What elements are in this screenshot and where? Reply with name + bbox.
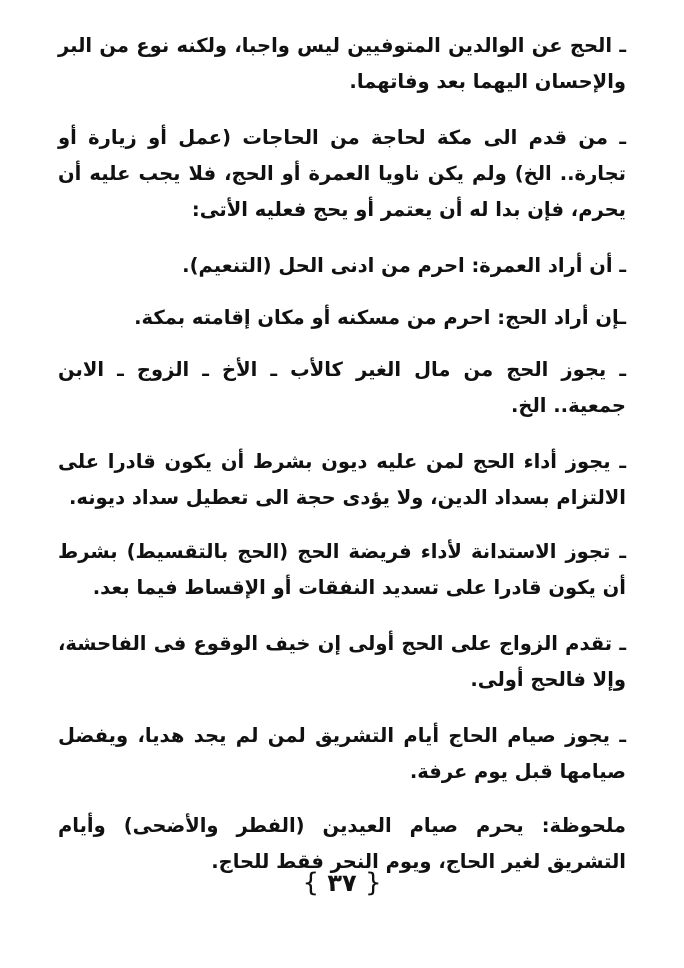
paragraph-hajj-with-debts: ـ يجوز أداء الحج لمن عليه ديون بشرط أن يكون قادرا على الالتزام بسداد الدين، ولا يؤدى حجة الى تعطيل سداد ديونه. <box>58 450 626 509</box>
page-number-value: ٣٧ <box>327 869 357 897</box>
paragraph-umrah-ihram: ـ أن أراد العمرة: احرم من ادنى الحل (التنعيم). <box>182 254 626 277</box>
page-number <box>0 868 684 898</box>
paragraph-hajj-ihram: ـإن أراد الحج: احرم من مسكنه أو مكان إقامته بمكة. <box>134 306 626 329</box>
paragraph-hajj-by-installment: ـ تجوز الاستدانة لأداء فريضة الحج (الحج بالتقسيط) بشرط أن يكون قادرا على تسديد النفقات أو الإقساط فيما بعد. <box>58 540 626 599</box>
brace-open: { <box>365 868 382 898</box>
brace-close: } <box>302 868 319 898</box>
paragraph-marriage-before-hajj: ـ تقدم الزواج على الحج أولى إن خيف الوقوع فى الفاحشة، وإلا فالحج أولى. <box>58 632 626 691</box>
paragraph-arrival-in-mecca: ـ من قدم الى مكة لحاجة من الحاجات (عمل أو زيارة أو تجارة.. الخ) ولم يكن ناويا العمرة أو الحج، فلا يجب عليه أن يحرم، فإن بدا له أن يعتمر أو يحج فعليه الأتى: <box>58 126 626 221</box>
paragraph-hajj-from-others-money: ـ يجوز الحج من مال الغير كالأب ـ الأخ ـ الزوج ـ الابن جمعية.. الخ. <box>58 358 626 417</box>
page-body <box>58 28 626 900</box>
paragraph-note: ملحوظة: يحرم صيام العيدين (الفطر والأضحى) وأيام التشريق لغير الحاج، ويوم النحر فقط للحاج. <box>58 814 626 873</box>
paragraph-hajj-for-deceased-parents: ـ الحج عن الوالدين المتوفيين ليس واجبا، ولكنه نوع من البر والإحسان اليهما بعد وفاتهما. <box>58 34 626 93</box>
paragraph-fasting-tashreeq: ـ يجوز صيام الحاج أيام التشريق لمن لم يجد هديا، ويفضل صيامها قبل يوم عرفة. <box>58 724 626 783</box>
